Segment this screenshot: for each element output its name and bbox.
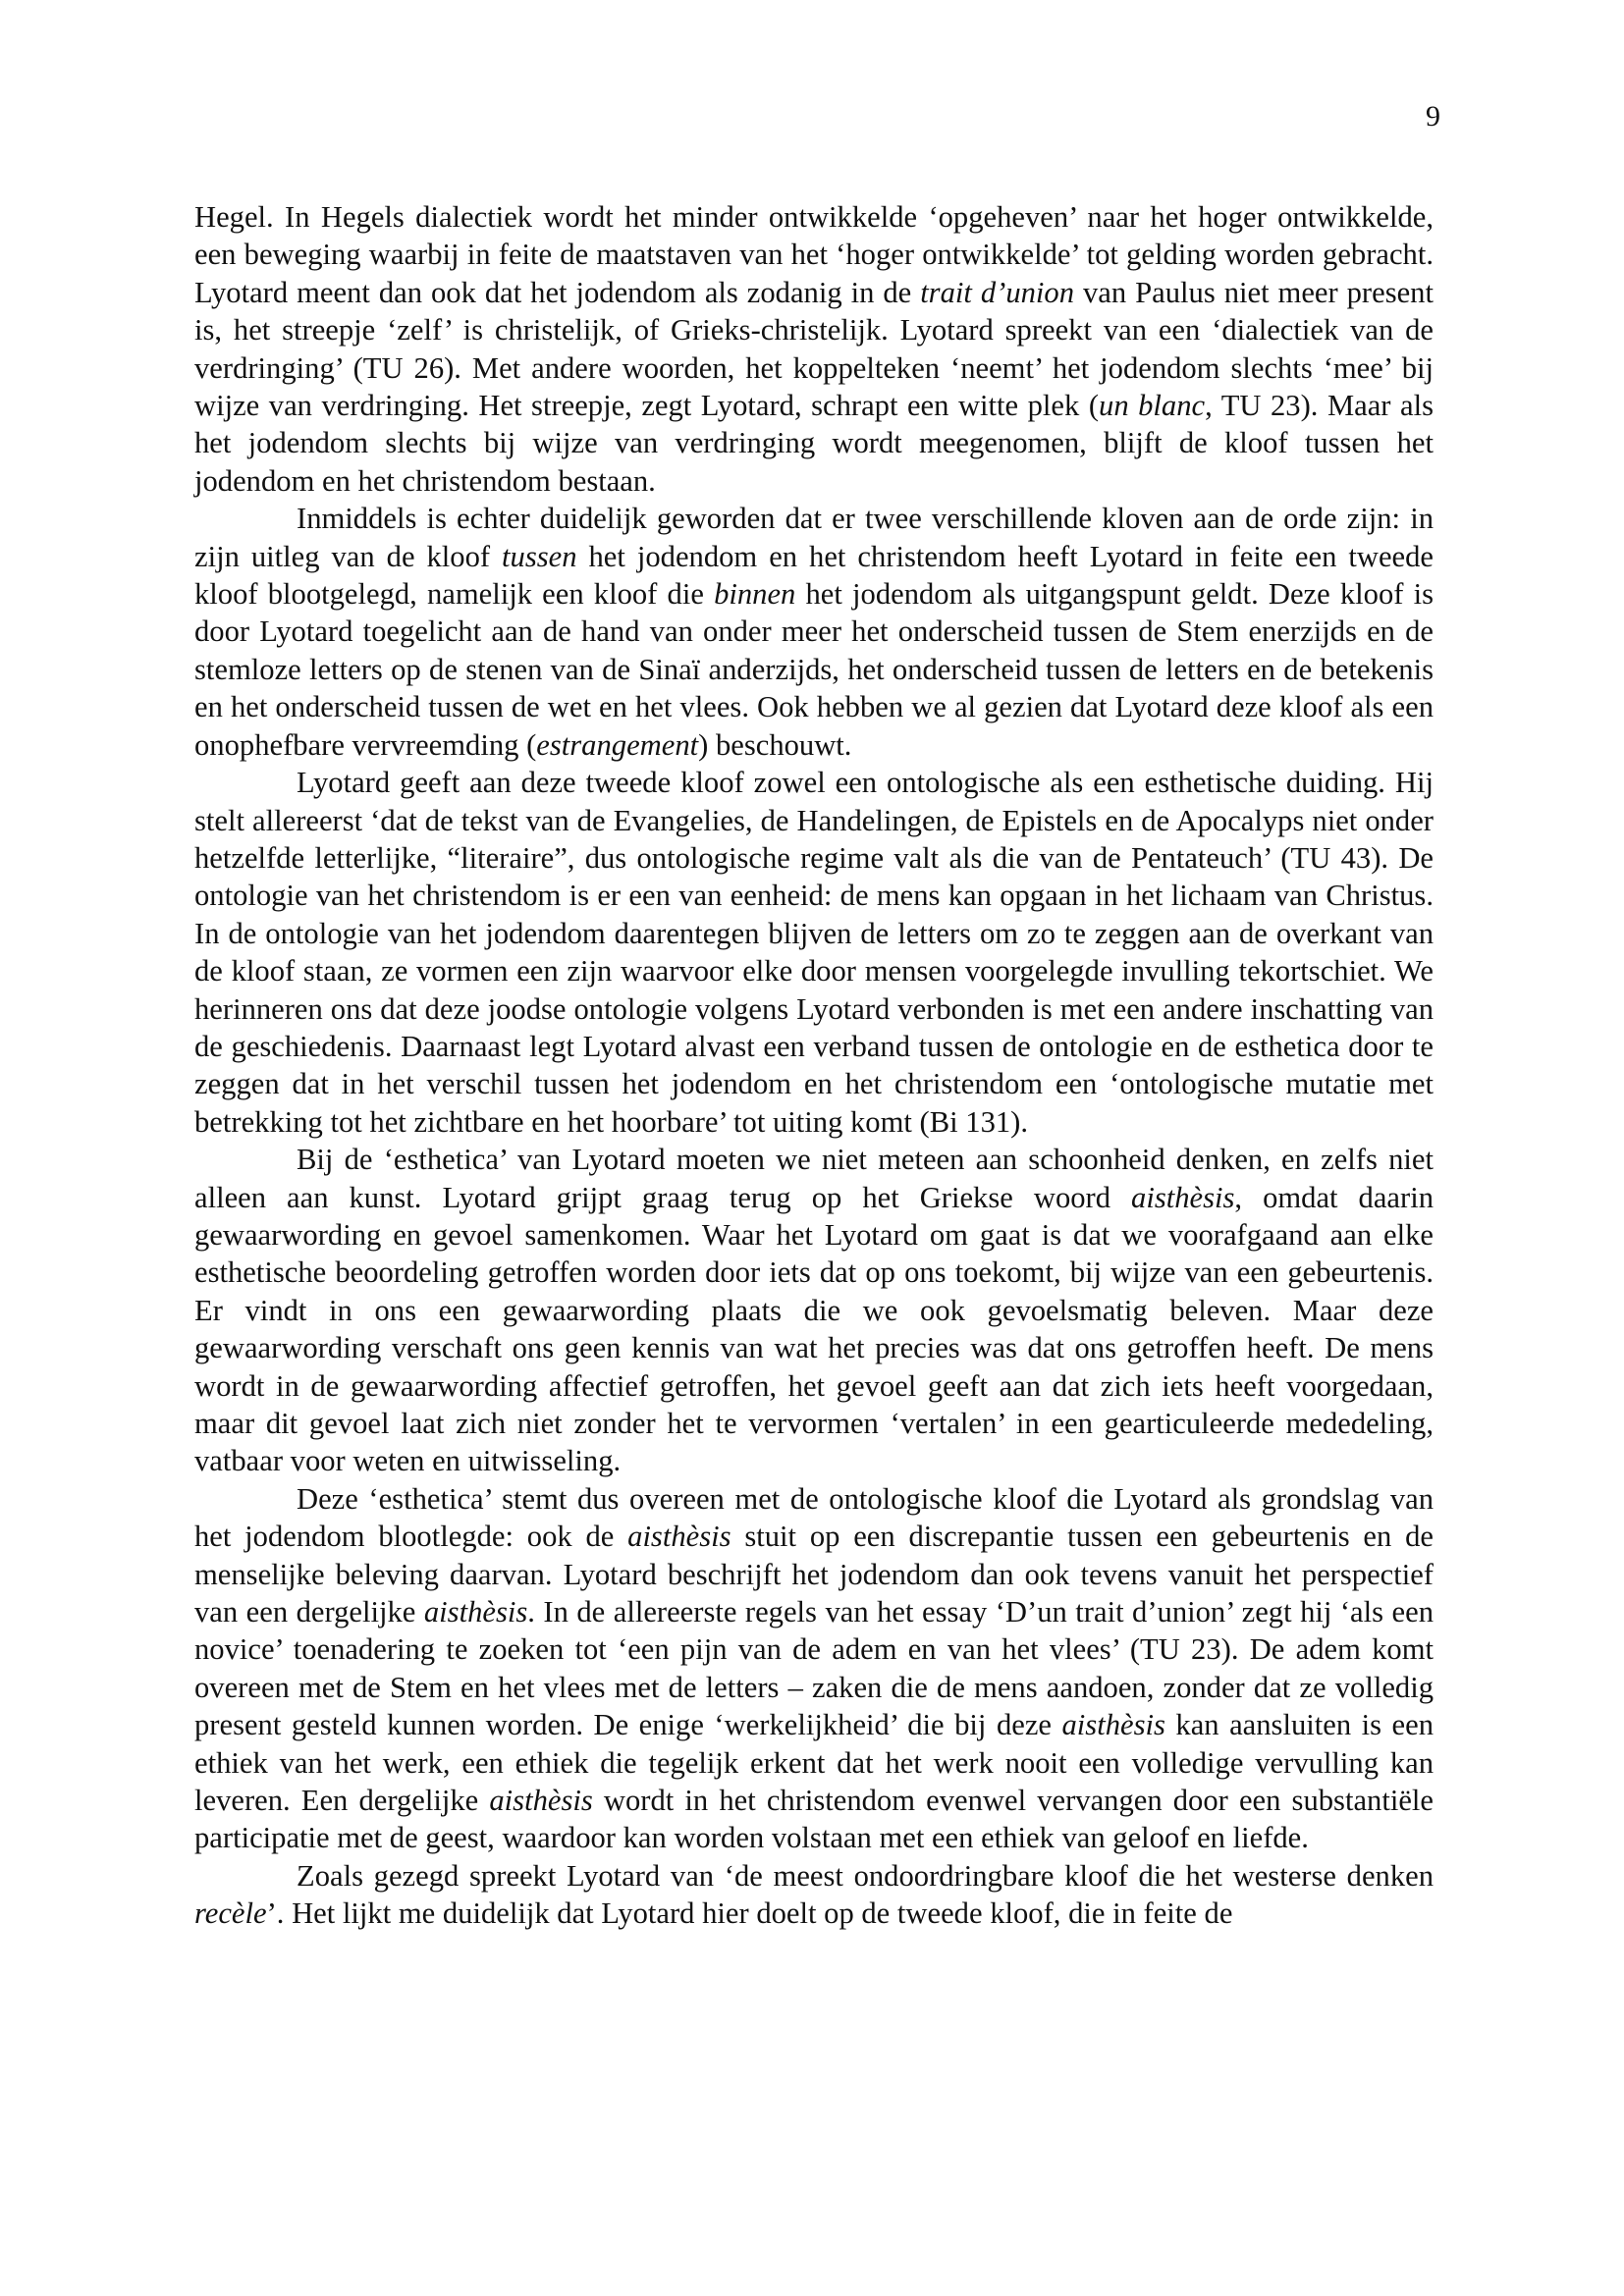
text-run: Hegel. In Hegels dialectiek wordt het minder ontwikkelde ‘opgeheven’ naar het hoger ontwikkelde, een beweging waarbij in feite de maatstaven van het ‘hoger ontwikkelde’ tot gelding worden gebracht. Lyotard meent dan ook dat het jodendom als zodanig in de — [194, 200, 1434, 309]
text-run: Lyotard geeft aan deze tweede kloof zowel een ontologische als een esthetische duiding. Hij stelt allereerst ‘dat de tekst van de Evangelies, de Handelingen, de Epistels en de Apocalyps niet onder hetzelfde letterlijke, “literaire”, dus ontologische regime valt als die van de Pentateuch’ (TU 43). De ontologie van het christendom is er een van eenheid: de mens kan opgaan in het lichaam van Christus. In de ontologie van het jodendom daarentegen blijven de letters om zo te zeggen aan de overkant van de kloof staan, ze vormen een zijn waarvoor elke door mensen voorgelegde invulling tekortschiet. We herinneren ons dat deze joodse ontologie volgens Lyotard verbonden is met een andere inschatting van de geschiedenis. Daarnaast legt Lyotard alvast een verband tussen de ontologie en de esthetica door te zeggen dat in het verschil tussen het jodendom en het christendom een ‘ontologische mutatie met betrekking tot het zichtbare en het hoorbare’ tot uiting komt (Bi 131). — [194, 766, 1434, 1139]
text-run: ) beschouwt. — [698, 727, 852, 762]
paragraph-2 — [194, 500, 1434, 764]
text-run: Deze ‘esthetica’ stemt dus overeen met de ontologische kloof die Lyotard als grondslag van het jodendom blootlegde: ook de — [194, 1481, 1434, 1554]
text-run: van Paulus niet meer present is, het streepje ‘zelf’ is christelijk, of Grieks-christelijk. Lyotard spreekt van een ‘dialectiek van de verdringing’ (TU 26). Met andere woorden, het koppelteken ‘neemt’ het jodendom slechts ‘mee’ bij wijze van verdringing. Het streepje, zegt Lyotard, schrapt een witte plek ( — [194, 275, 1434, 423]
page-number: 9 — [1426, 100, 1440, 133]
text-run: . In de allereerste regels van het essay ‘D’un trait d’union’ zegt hij ‘als een novice’ toenadering te zoeken tot ‘een pijn van de adem en van het vlees’ (TU 23). De adem komt overeen met de Stem en het vlees met de letters – zaken die de mens aandoen, zonder dat ze volledig present gesteld kunnen worden. De enige ‘werkelijkheid’ die bij deze — [194, 1595, 1434, 1742]
italic-text: aisthèsis — [627, 1520, 731, 1554]
italic-text: estrangement — [536, 727, 699, 762]
italic-text: aisthèsis — [1061, 1708, 1165, 1742]
paragraph-4 — [194, 1141, 1434, 1480]
text-run: , TU 23). Maar als het jodendom slechts bij wijze van verdringing wordt meegenomen, blijft de kloof tussen het jodendom en het christendom bestaan. — [194, 389, 1434, 498]
italic-text: aisthèsis — [489, 1784, 593, 1818]
paragraph-1 — [194, 198, 1434, 500]
italic-text: binnen — [714, 577, 796, 612]
text-run: het jodendom en het christendom heeft Lyotard in feite een tweede kloof blootgelegd, namelijk een kloof die — [194, 539, 1434, 612]
text-run: stuit op een discrepantie tussen een gebeurtenis en de menselijke beleving daarvan. Lyotard beschrijft het jodendom dan ook tevens vanuit het perspectief van een dergelijke — [194, 1520, 1434, 1629]
paragraph-6 — [194, 1857, 1434, 1933]
italic-text: aisthèsis — [1131, 1180, 1235, 1214]
italic-text: un blanc — [1099, 389, 1206, 423]
italic-text: recèle — [194, 1896, 267, 1931]
text-run: Zoals gezegd spreekt Lyotard van ‘de meest ondoordringbare kloof die het westerse denken — [297, 1858, 1434, 1893]
paragraph-3 — [194, 764, 1434, 1141]
body-text — [194, 198, 1434, 1933]
italic-text: tussen — [502, 539, 577, 573]
text-run: wordt in het christendom evenwel vervangen door een substantiële participatie met de geest, waardoor kan worden volstaan met een ethiek van geloof en liefde. — [194, 1784, 1434, 1855]
text-run: kan aansluiten is een ethiek van het werk, een ethiek die tegelijk erkent dat het werk nooit een volledige vervulling kan leveren. Een dergelijke — [194, 1708, 1434, 1818]
paragraph-5 — [194, 1480, 1434, 1857]
text-run: het jodendom als uitgangspunt geldt. Deze kloof is door Lyotard toegelicht aan de hand van onder meer het onderscheid tussen de Stem enerzijds en de stemloze letters op de stenen van de Sinaï anderzijds, het onderscheid tussen de letters en de betekenis en het onderscheid tussen de wet en het vlees. Ook hebben we al gezien dat Lyotard deze kloof als een onophefbare vervreemding ( — [194, 577, 1435, 762]
italic-text: trait d’union — [920, 275, 1075, 309]
italic-text: aisthèsis — [423, 1595, 528, 1629]
text-run: , omdat daarin gewaarwording en gevoel samenkomen. Waar het Lyotard om gaat is dat we voorafgaand aan elke esthetische beoordeling getroffen worden door iets dat op ons toekomt, bij wijze van een gebeurtenis. Er vindt in ons een gewaarwording plaats die we ook gevoelsmatig beleven. Maar deze gewaarwording verschaft ons geen kennis van wat het precies was dat ons getroffen heeft. De mens wordt in de gewaarwording affectief getroffen, het gevoel geeft aan dat zich iets heeft voorgedaan, maar dit gevoel laat zich niet zonder het te vervormen ‘vertalen’ in een gearticuleerde mededeling, vatbaar voor weten en uitwisseling. — [194, 1180, 1434, 1478]
text-run: ’. Het lijkt me duidelijk dat Lyotard hier doelt op de tweede kloof, die in feite de — [266, 1896, 1233, 1931]
text-run: Inmiddels is echter duidelijk geworden dat er twee verschillende kloven aan de orde zijn: in zijn uitleg van de kloof — [194, 502, 1434, 573]
text-run: Bij de ‘esthetica’ van Lyotard moeten we niet meteen aan schoonheid denken, en zelfs niet alleen aan kunst. Lyotard grijpt graag terug op het Griekse woord — [194, 1143, 1434, 1214]
